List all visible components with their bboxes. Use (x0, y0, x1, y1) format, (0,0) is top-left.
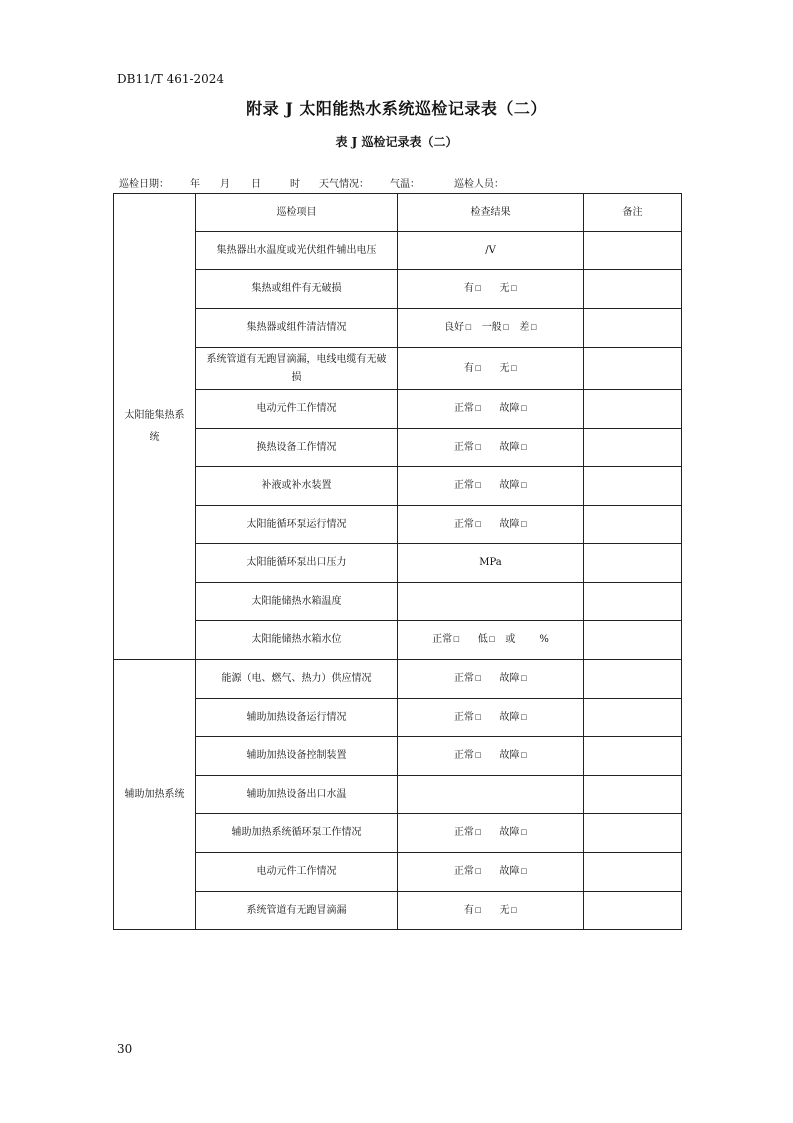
option-label: 正常 (453, 750, 474, 761)
option-label: 正常 (453, 711, 474, 723)
inspection-item-cell: 系统管道有无跑冒滴漏，电线电缆有无破损 (196, 348, 398, 390)
inspection-record-table (113, 193, 682, 930)
checkbox-icon[interactable]: □ (474, 674, 482, 682)
table-row (114, 429, 682, 467)
inspection-item-cell: 补液或补水装置 (196, 467, 398, 506)
option-label: 故障 (499, 750, 520, 761)
inspection-item-cell: 辅助加热设备控制装置 (196, 737, 398, 776)
header-check-result: 检查结果 (398, 194, 584, 232)
check-result-cell (398, 853, 584, 892)
check-result-cell (398, 348, 584, 390)
checkbox-icon[interactable]: □ (510, 905, 518, 914)
option-label: 低 (477, 634, 488, 645)
remark-cell (584, 390, 682, 429)
result-value: MPa (479, 557, 502, 568)
temperature-label: 气温： (390, 179, 420, 190)
check-result-cell (398, 232, 584, 270)
remark-cell (584, 621, 682, 660)
check-result-cell (398, 814, 584, 853)
option-label: 正常 (453, 480, 474, 491)
option-label: 有 (463, 362, 474, 374)
checkbox-icon[interactable]: □ (474, 442, 482, 451)
page-number: 30 (117, 1042, 133, 1056)
remark-cell (584, 309, 682, 348)
remark-cell (584, 892, 682, 930)
check-result-cell (398, 309, 584, 348)
header-remark: 备注 (584, 194, 682, 232)
option-label: 正常 (432, 634, 453, 645)
option-label: 故障 (499, 403, 520, 414)
check-result-cell (398, 544, 584, 583)
checkbox-icon[interactable]: □ (520, 481, 528, 489)
option-label: 正常 (453, 673, 474, 684)
appendix-title: 附录 J 太阳能热水系统巡检记录表（二） (246, 99, 547, 118)
option-label: 有 (463, 904, 474, 916)
header-inspection-item: 巡检项目 (196, 194, 398, 232)
check-result-cell (398, 467, 584, 506)
table-row (114, 621, 682, 660)
check-result-cell (398, 737, 584, 776)
inspection-item-cell: 电动元件工作情况 (196, 390, 398, 429)
option-label: 正常 (453, 441, 474, 453)
checkbox-icon[interactable]: □ (520, 828, 528, 836)
group-cell-solar: 太阳能集热系统 (114, 194, 196, 660)
option-label: 一般 (481, 322, 502, 333)
checkbox-icon[interactable]: □ (474, 712, 482, 721)
checkbox-icon[interactable]: □ (530, 323, 537, 331)
table-row (114, 853, 682, 892)
group-cell-aux: 辅助加热系统 (114, 660, 196, 930)
check-result-cell (398, 270, 584, 309)
check-result-cell (398, 660, 584, 699)
remark-cell (584, 232, 682, 270)
option-label: 故障 (499, 441, 520, 453)
option-label: 差 (519, 322, 530, 333)
inspection-item-cell: 系统管道有无跑冒滴漏 (196, 892, 398, 930)
option-label: 正常 (453, 403, 474, 414)
remark-cell (584, 348, 682, 390)
inspection-item-cell: 太阳能循环泵出口压力 (196, 544, 398, 583)
remark-cell (584, 853, 682, 892)
check-result-cell (398, 892, 584, 930)
checkbox-icon[interactable]: □ (474, 284, 482, 292)
option-label: 有 (463, 283, 474, 294)
remark-cell (584, 776, 682, 814)
inspection-item-cell: 太阳能储热水箱水位 (196, 621, 398, 660)
check-result-cell (398, 429, 584, 467)
standard-code: DB11/T 461-2024 (117, 72, 225, 86)
checkbox-icon[interactable]: □ (520, 751, 528, 759)
option-label: 故障 (499, 711, 520, 723)
option-label: 故障 (499, 518, 520, 530)
remark-cell (584, 506, 682, 544)
remark-cell (584, 467, 682, 506)
option-label: 正常 (453, 827, 474, 838)
checkbox-icon[interactable]: □ (520, 442, 528, 451)
checkbox-icon[interactable]: □ (510, 363, 518, 372)
checkbox-icon[interactable]: □ (520, 519, 528, 528)
remark-cell (584, 544, 682, 583)
option-label: 故障 (499, 673, 520, 684)
option-label: 故障 (499, 480, 520, 491)
checkbox-icon[interactable]: □ (474, 363, 482, 372)
remark-cell (584, 660, 682, 699)
unit-label: % (539, 634, 549, 645)
check-result-cell (398, 506, 584, 544)
table-row (114, 390, 682, 429)
checkbox-icon[interactable]: □ (474, 828, 482, 836)
check-result-cell (398, 621, 584, 660)
option-label: 故障 (499, 866, 520, 877)
table-row (114, 814, 682, 853)
checkbox-icon[interactable]: □ (520, 404, 528, 412)
option-label: 无 (499, 362, 510, 374)
year-label: 年 (190, 179, 200, 190)
table-row (114, 583, 682, 621)
remark-cell (584, 699, 682, 737)
checkbox-icon[interactable]: □ (474, 905, 482, 914)
inspection-item-cell: 辅助加热系统循环泵工作情况 (196, 814, 398, 853)
inspection-item-cell: 集热器出水温度或光伏组件辅出电压 (196, 232, 398, 270)
or-label: 或 (505, 634, 516, 645)
option-label: 故障 (499, 827, 520, 838)
month-label: 月 (220, 179, 230, 190)
check-result-cell (398, 699, 584, 737)
checkbox-icon[interactable]: □ (474, 519, 482, 528)
option-label: 正常 (453, 518, 474, 530)
checkbox-icon[interactable]: □ (474, 867, 482, 875)
inspection-item-cell: 太阳能循环泵运行情况 (196, 506, 398, 544)
table-row (114, 892, 682, 930)
table-row (114, 232, 682, 270)
inspector-label: 巡检人员： (454, 179, 504, 190)
checkbox-icon[interactable]: □ (474, 751, 482, 759)
table-row (114, 309, 682, 348)
table-row (114, 506, 682, 544)
checkbox-icon[interactable]: □ (488, 635, 496, 643)
table-row (114, 699, 682, 737)
inspection-item-cell: 集热器或组件清洁情况 (196, 309, 398, 348)
day-label: 日 (251, 179, 261, 190)
checkbox-icon[interactable]: □ (465, 323, 472, 331)
hour-label: 时 (290, 179, 300, 190)
checkbox-icon[interactable]: □ (520, 867, 528, 875)
remark-cell (584, 583, 682, 621)
checkbox-icon[interactable]: □ (474, 404, 482, 412)
table-row (114, 544, 682, 583)
checkbox-icon[interactable]: □ (502, 323, 510, 331)
weather-label: 天气情况： (319, 179, 369, 190)
inspection-item-cell: 太阳能储热水箱温度 (196, 583, 398, 621)
result-value: /V (485, 244, 496, 256)
table-row (114, 660, 682, 699)
checkbox-icon[interactable]: □ (520, 674, 528, 682)
table-row (114, 737, 682, 776)
table-row (114, 467, 682, 506)
inspection-item-cell: 换热设备工作情况 (196, 429, 398, 467)
option-label: 正常 (453, 866, 474, 877)
table-row (114, 270, 682, 309)
remark-cell (584, 270, 682, 309)
check-result-cell (398, 390, 584, 429)
inspection-item-cell: 能源（电、燃气、热力）供应情况 (196, 660, 398, 699)
option-label: 无 (499, 904, 510, 916)
inspection-item-cell: 辅助加热设备出口水温 (196, 776, 398, 814)
table-row (114, 776, 682, 814)
remark-cell (584, 814, 682, 853)
table-header-row (114, 194, 682, 232)
checkbox-icon[interactable]: □ (520, 712, 528, 721)
inspection-date-label: 巡检日期： (119, 179, 169, 190)
checkbox-icon[interactable]: □ (510, 284, 518, 292)
option-label: 良好 (444, 322, 465, 333)
checkbox-icon[interactable]: □ (474, 481, 482, 489)
check-result-cell (398, 583, 584, 621)
table-title: 表 J 巡检记录表（二） (335, 135, 458, 149)
inspection-item-cell: 辅助加热设备运行情况 (196, 699, 398, 737)
remark-cell (584, 429, 682, 467)
remark-cell (584, 737, 682, 776)
inspection-info-line (119, 175, 689, 189)
inspection-item-cell: 电动元件工作情况 (196, 853, 398, 892)
table-row (114, 348, 682, 390)
checkbox-icon[interactable]: □ (453, 635, 460, 643)
check-result-cell (398, 776, 584, 814)
option-label: 无 (499, 283, 510, 294)
inspection-item-cell: 集热或组件有无破损 (196, 270, 398, 309)
